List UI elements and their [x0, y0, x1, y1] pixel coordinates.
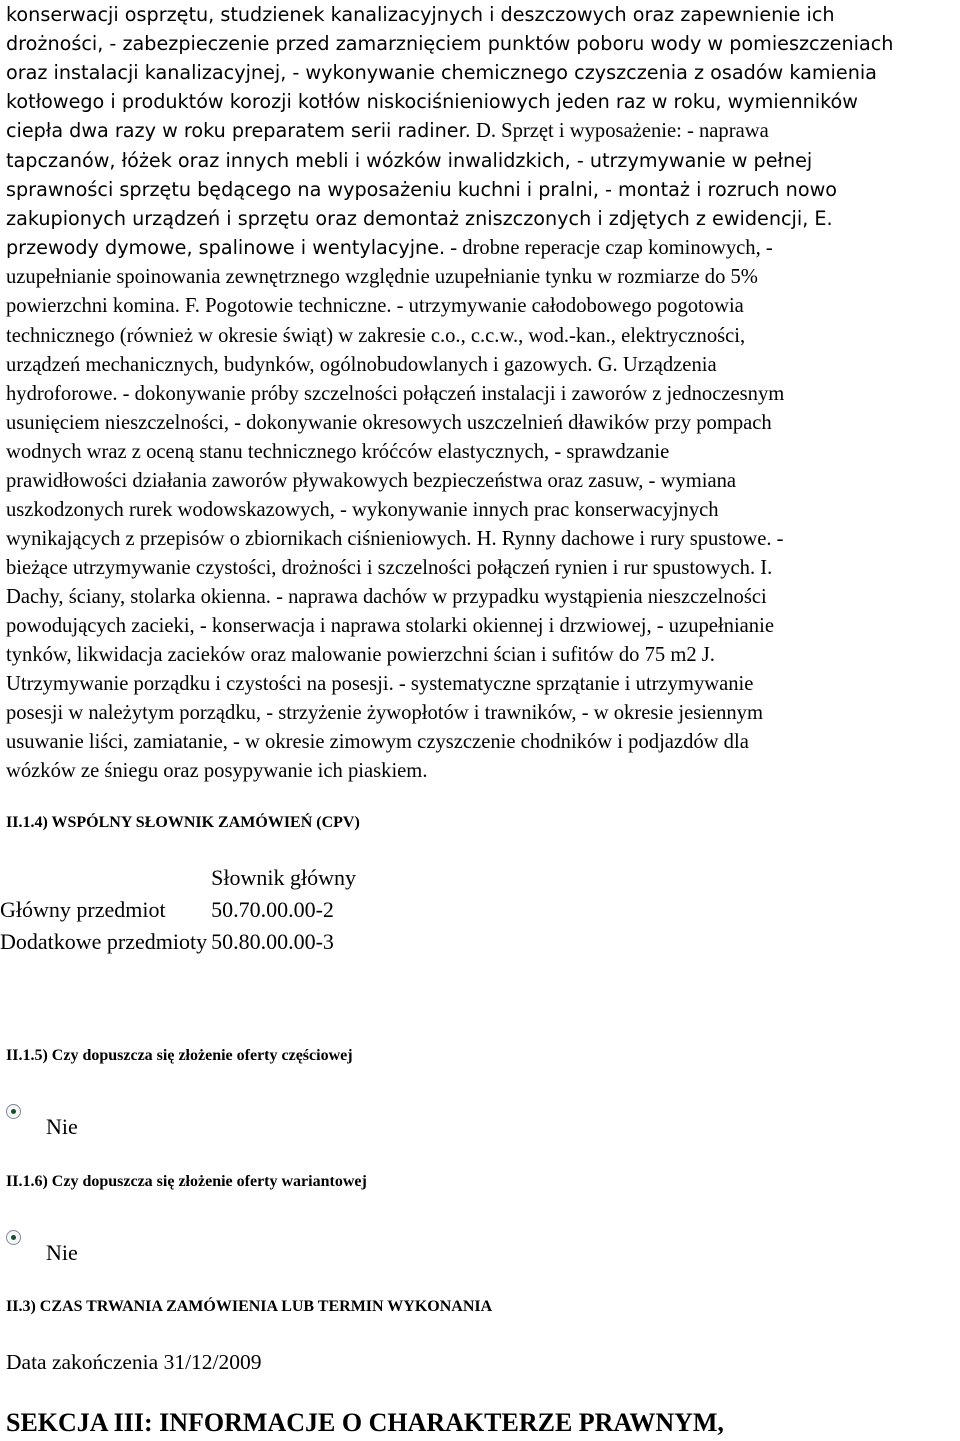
text-line: wodnych wraz z oceną stanu technicznego króćców elastycznych, - sprawdzanie	[6, 440, 670, 463]
text-line: Utrzymywanie porządku i czystości na posesji. - systematyczne sprzątanie i utrzymywanie	[6, 673, 754, 696]
text-line: kotłowego i produktów korozji kotłów niskociśnieniowych jeden raz w roku, wymienników	[6, 90, 858, 114]
text-line: tapczanów, łóżek oraz innych mebli i wózków inwalidzkich, - utrzymywanie w pełnej	[6, 149, 813, 173]
text-line: technicznego (również w okresie świąt) w zakresie c.o., c.c.w., wod.-kan., elektryczności,	[6, 324, 746, 347]
text-line: drożności, - zabezpieczenie przed zamarznięciem punktów poboru wody w pomieszczeniach	[6, 32, 894, 56]
text-line: oraz instalacji kanalizacyjnej, - wykonywanie chemicznego czyszczenia z osadów kamienia	[6, 61, 877, 85]
text-line: powodujących zacieki, - konserwacja i naprawa stolarki okiennej i drzwiowej, - uzupełnianie	[6, 614, 774, 637]
table-cell	[0, 862, 211, 894]
text-line: hydroforowe. - dokonywanie próby szczelności połączeń instalacji i zaworów z jednoczesnym	[6, 382, 785, 405]
radio-selected-icon[interactable]	[6, 1104, 21, 1119]
text-line: sprawności sprzętu będącego na wyposażeniu kuchni i pralni, - montaż i rozruch nowo	[6, 178, 838, 202]
text-line: zakupionych urządzeń i sprzętu oraz demontaż zniszczonych i zdjętych z ewidencji, E.	[6, 207, 833, 231]
text-line: urządzeń mechanicznych, budynków, ogólnobudowlanych i gazowych. G. Urządzenia	[6, 353, 717, 376]
text-fragment: ciepła dwa razy w roku preparatem serii radiner.	[6, 119, 471, 143]
text-line: posesji w należytym porządku, - strzyżenie żywopłotów i trawników, - w okresie jesiennym	[6, 702, 764, 725]
text-line: powierzchni komina. F. Pogotowie techniczne. - utrzymywanie całodobowego pogotowia	[6, 295, 744, 318]
text-line	[6, 233, 958, 263]
text-fragment: - drobne reperacje czap kominowych, -	[445, 237, 773, 260]
partial-offer-heading: II.1.5) Czy dopuszcza się złożenie oferty częściowej	[6, 1047, 353, 1064]
text-line: wynikających z przepisów o zbiornikach ciśnieniowych. H. Rynny dachowe i rury spustowe. -	[6, 527, 784, 550]
text-line: usuwanie liści, zamiatanie, - w okresie zimowym czyszczenie chodników i podjazdów dla	[6, 731, 749, 754]
text-line: usunięciem nieszczelności, - dokonywanie okresowych uszczelnień dławików przy pompach	[6, 411, 772, 434]
text-line: Dachy, ściany, stolarka okienna. - naprawa dachów w przypadku wystąpienia nieszczelności	[6, 585, 767, 608]
text-line: uszkodzonych rurek wodowskazowych, - wykonywanie innych prac konserwacyjnych	[6, 498, 719, 521]
cpv-table	[0, 862, 360, 958]
cpv-column-header: Słownik główny	[211, 865, 356, 890]
text-line: prawidłowości działania zaworów pływakowych bezpieczeństwa oraz zasuw, - wymiana	[6, 469, 737, 492]
cpv-heading: II.1.4) WSPÓLNY SŁOWNIK ZAMÓWIEŃ (CPV)	[6, 814, 360, 831]
partial-offer-answer: Nie	[46, 1114, 78, 1139]
text-line: tynków, likwidacja zacieków oraz malowanie powierzchni ścian i sufitów do 75 m2 J.	[6, 644, 715, 667]
table-row	[0, 894, 360, 926]
section-title: SEKCJA III: INFORMACJE O CHARAKTERZE PRAWNYM,	[6, 1408, 724, 1437]
text-line: uzupełnianie spoinowania zewnętrznego względnie uzupełnianie tynku w rozmiarze do 5%	[6, 266, 758, 289]
cpv-row-code: 50.80.00.00-3	[211, 929, 334, 954]
variant-offer-heading: II.1.6) Czy dopuszcza się złożenie oferty wariantowej	[6, 1173, 367, 1190]
text-line: wózków ze śniegu oraz posypywanie ich piaskiem.	[6, 760, 428, 783]
text-fragment: D. Sprzęt i wyposażenie: - naprawa	[470, 120, 769, 143]
radio-selected-icon[interactable]	[6, 1230, 21, 1245]
table-row	[0, 926, 360, 958]
end-date: Data zakończenia 31/12/2009	[6, 1350, 262, 1374]
duration-heading: II.3) CZAS TRWANIA ZAMÓWIENIA LUB TERMIN WYKONANIA	[6, 1298, 493, 1315]
cpv-row-label: Dodatkowe przedmioty	[0, 929, 208, 954]
text-fragment: przewody dymowe, spalinowe i wentylacyjne.	[6, 236, 446, 260]
cpv-row-code: 50.70.00.00-2	[211, 897, 334, 922]
text-line: bieżące utrzymywanie czystości, drożności i szczelności połączeń rynien i rur spustowych. I.	[6, 556, 773, 579]
text-line: konserwacji osprzętu, studzienek kanalizacyjnych i deszczowych oraz zapewnienie ich	[6, 3, 835, 26]
cpv-row-label: Główny przedmiot	[0, 897, 166, 922]
variant-offer-answer: Nie	[46, 1240, 78, 1265]
table-row	[0, 862, 360, 894]
order-description-text	[6, 0, 958, 786]
text-line	[6, 116, 958, 146]
